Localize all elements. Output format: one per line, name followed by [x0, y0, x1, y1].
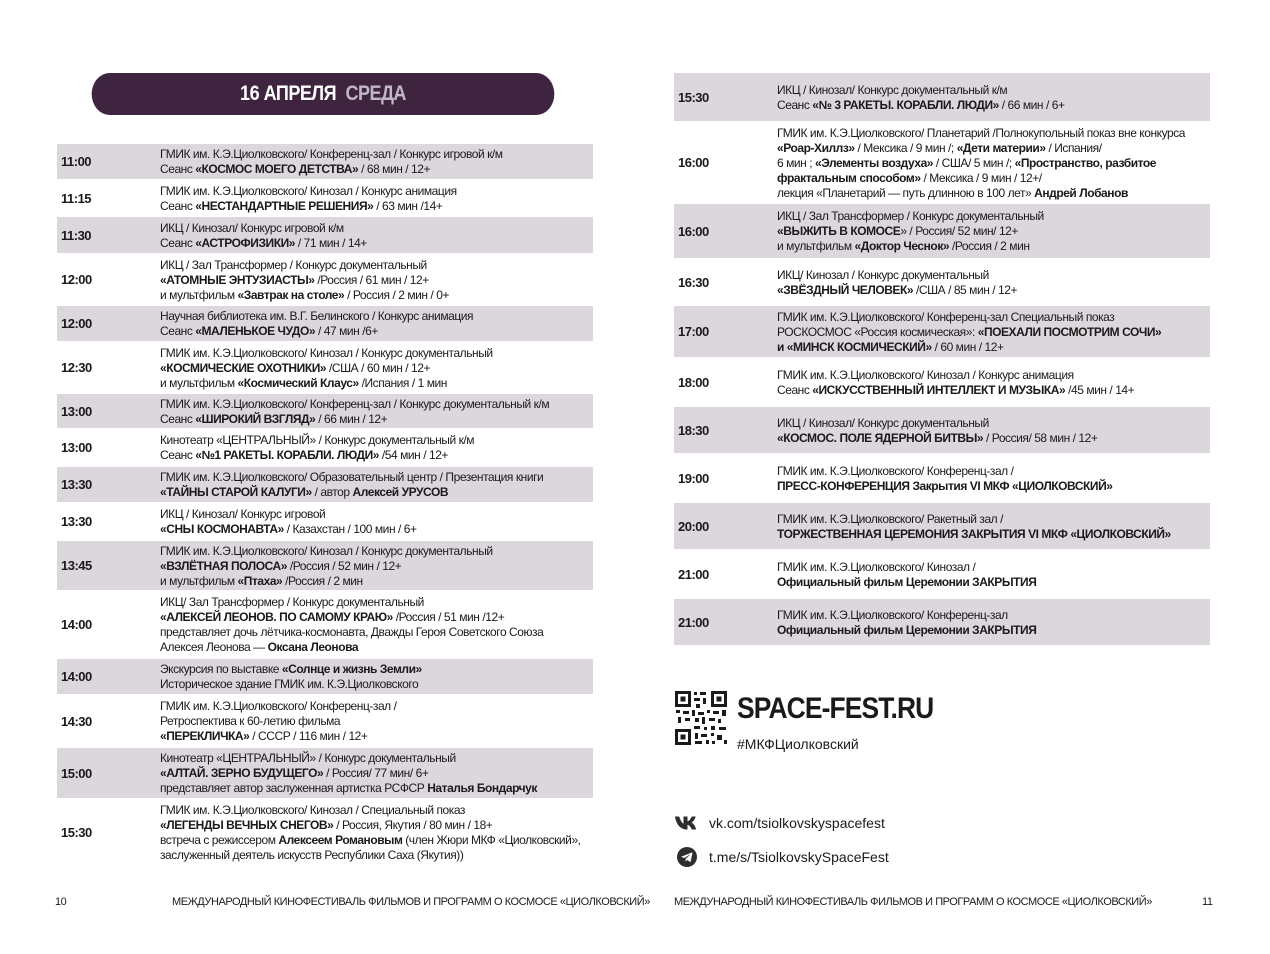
session-description [160, 801, 590, 864]
text-segment: /Россия / 51 мин /12+ [392, 610, 505, 624]
description-line [777, 186, 1207, 201]
session-time: 11:15 [61, 190, 92, 206]
text-segment: ГМИК им. К.Э.Циолковского/ Кинозал / Конкурс документальный [160, 345, 493, 360]
schedule-row [57, 467, 593, 504]
session-time: 17:00 [678, 324, 709, 339]
text-segment: ИКЦ / Кинозал/ Конкурс игровой к/м [160, 220, 344, 235]
description-line [160, 625, 590, 640]
bold-text: «Птаха» [237, 573, 283, 588]
text-segment: / 63 мин /14+ [373, 198, 443, 213]
description-line [160, 699, 590, 714]
text-segment: Сеанс [777, 382, 813, 397]
description-line [777, 560, 1207, 575]
session-description [160, 697, 590, 745]
description-line [160, 361, 590, 376]
description-line [160, 397, 590, 412]
schedule-row [674, 599, 1210, 647]
text-segment: /Испания / 1 мин [358, 375, 447, 390]
text-segment: Научная библиотека им. В.Г. Белинского / Конкурс анимация [160, 309, 474, 323]
session-description [160, 344, 590, 392]
description-line [777, 623, 1207, 638]
text-segment: ИКЦ / Зал Трансформер / Конкурс документальный [777, 209, 1044, 223]
hashtag: #МКФЦиолковский [737, 736, 859, 752]
bold-text: Алексей УРУСОВ [352, 485, 449, 499]
qr-code-icon[interactable] [674, 690, 728, 746]
description-line [160, 714, 590, 729]
session-description [160, 749, 590, 797]
description-line [160, 324, 590, 339]
description-line [777, 283, 1207, 298]
description-line [160, 574, 590, 589]
session-description [160, 431, 590, 464]
description-line [777, 527, 1207, 542]
session-description [160, 307, 590, 340]
schedule-row [57, 659, 593, 696]
bold-text: фрактальным способом» [777, 170, 921, 185]
text-segment: / Россия/ 58 мин / 12+ [983, 430, 1098, 445]
session-time: 14:00 [61, 617, 92, 632]
session-description [160, 182, 590, 215]
text-segment: /Россия / 2 мин [949, 239, 1030, 253]
text-segment: Кинотеатр «ЦЕНТРАЛЬНЫЙ» / Конкурс документальный к/м [160, 433, 475, 447]
text-segment: / США/ 5 мин /; [933, 155, 1015, 170]
schedule-row [674, 306, 1210, 359]
session-time: 13:00 [61, 403, 92, 419]
session-description [160, 593, 590, 656]
date-banner [92, 73, 555, 115]
footer-title-right: МЕЖДУНАРОДНЫЙ КИНОФЕСТИВАЛЬ ФИЛЬМОВ И ПРОГРАММ О КОСМОСЕ «ЦИОЛКОВСКИЙ» [674, 896, 1152, 908]
description-line [160, 346, 590, 361]
text-segment: ГМИК им. К.Э.Циолковского/ Ракетный зал / [777, 511, 1003, 526]
schedule-row [674, 123, 1210, 204]
bold-text: «СНЫ КОСМОНАВТА» [160, 522, 284, 536]
bold-text: «ЗВЁЗДНЫЙ ЧЕЛОВЕК» [777, 282, 914, 297]
bold-text: «ВЗЛЁТНАЯ ПОЛОСА» [160, 558, 287, 573]
schedule-row [57, 592, 593, 659]
session-description [777, 414, 1207, 447]
text-segment: представляет автор заслуженная артистка РСФСР [160, 781, 428, 795]
text-segment: ИКЦ/ Кинозал / Конкурс документальный [777, 267, 989, 282]
bold-text: «Солнце и жизнь Земли» [281, 662, 422, 676]
text-segment: / 66 мин / 6+ [998, 97, 1065, 112]
description-line [160, 544, 590, 559]
bold-text: «МАЛЕНЬКОЕ ЧУДО» [195, 324, 316, 338]
text-segment: / Россия / 2 мин / 0+ [344, 287, 449, 302]
schedule-row [674, 455, 1210, 503]
description-line [777, 431, 1207, 446]
session-time: 21:00 [678, 566, 709, 582]
schedule-row [57, 748, 593, 800]
text-segment: ГМИК им. К.Э.Циолковского/ Конференц-зал / [160, 699, 397, 713]
text-segment: / Мексика / 9 мин /; [854, 140, 957, 155]
telegram-link-text[interactable]: t.me/s/TsiolkovskySpaceFest [709, 849, 889, 865]
text-segment: / 71 мин / 14+ [294, 235, 367, 250]
text-segment: » / Россия/ 52 мин/ 12+ [900, 224, 1018, 238]
bold-text: «АЛТАЙ. ЗЕРНО БУДУЩЕГО» [160, 766, 324, 780]
bold-text: «АСТРОФИЗИКИ» [195, 235, 295, 250]
bold-text: ТОРЖЕСТВЕННАЯ ЦЕРЕМОНИЯ ЗАКРЫТИЯ VI МКФ «ЦИОЛКОВСКИЙ» [777, 526, 1171, 541]
text-segment: ГМИК им. К.Э.Циолковского/ Кинозал / Конкурс анимация [160, 183, 457, 198]
vk-link-text[interactable]: vk.com/tsiolkovskyspacefest [709, 815, 885, 831]
description-line [160, 833, 590, 848]
text-segment: (член Жюри МКФ «Циолковский», [402, 832, 581, 847]
text-segment: /Россия / 2 мин [282, 573, 363, 588]
text-segment: /Россия / 52 мин / 12+ [286, 558, 402, 573]
description-line [777, 156, 1207, 171]
bold-text: «ВЫЖИТЬ В КОМОСЕ [777, 224, 901, 238]
text-segment: /США / 85 мин / 12+ [913, 282, 1018, 297]
bold-text: Андрей Лобанов [1034, 185, 1128, 200]
description-line [777, 239, 1207, 254]
text-segment: ГМИК им. К.Э.Циолковского/ Кинозал / Конкурс анимация [777, 367, 1074, 382]
text-segment: / 68 мин / 12+ [358, 162, 431, 176]
text-segment: /54 мин / 12+ [379, 448, 448, 462]
description-line [777, 416, 1207, 431]
schedule-row [57, 306, 593, 343]
schedule-row [57, 541, 593, 592]
bold-text: Наталья Бондарчук [427, 781, 537, 795]
text-segment: Алексея Леонова — [160, 640, 268, 654]
schedule-row [57, 430, 593, 467]
session-time: 11:30 [61, 227, 92, 243]
session-time: 18:30 [678, 422, 709, 438]
description-line [160, 766, 590, 781]
page-number-left: 10 [55, 896, 67, 908]
schedule-row [674, 204, 1210, 260]
description-line [160, 848, 590, 863]
description-line [777, 383, 1207, 398]
text-segment: ГМИК им. К.Э.Циолковского/ Планетарий /Полнокупольный показ вне конкурса [777, 125, 1185, 140]
session-time: 18:00 [678, 374, 709, 390]
description-line [160, 376, 590, 391]
text-segment: / Испания/ [1045, 140, 1102, 155]
description-line [160, 236, 590, 251]
bold-text: «Дети материи» [956, 140, 1046, 155]
schedule-table-right [674, 73, 1210, 647]
description-line [777, 608, 1207, 623]
session-description [777, 558, 1207, 591]
description-line [160, 803, 590, 818]
description-line [160, 288, 590, 303]
session-time: 21:00 [678, 614, 709, 630]
text-segment: / Казахстан / 100 мин / 6+ [283, 522, 417, 536]
schedule-row [57, 696, 593, 748]
bold-text: «ШИРОКИЙ ВЗГЛЯД» [195, 411, 316, 426]
bold-text: Официальный фильм Церемонии ЗАКРЫТИЯ [777, 574, 1037, 589]
session-description [160, 660, 590, 693]
description-line [160, 412, 590, 427]
bold-text: Оксана Леонова [267, 640, 359, 654]
schedule-row [674, 260, 1210, 306]
description-line [160, 273, 590, 288]
session-time: 15:00 [61, 765, 92, 781]
text-segment: и мультфильм [160, 287, 238, 302]
text-segment: заслуженный деятель искусств Республики Саха (Якутия)) [160, 847, 464, 862]
description-line [160, 221, 590, 236]
session-description [160, 505, 590, 538]
bold-text: «АТОМНЫЕ ЭНТУЗИАСТЫ» [160, 272, 315, 287]
description-line [160, 485, 590, 500]
description-line [160, 184, 590, 199]
description-line [160, 448, 590, 463]
text-segment: ГМИК им. К.Э.Циолковского/ Конференц-зал Специальный показ [777, 309, 1115, 324]
telegram-icon [674, 847, 699, 867]
session-description [777, 207, 1207, 255]
session-description [160, 542, 590, 590]
session-time: 16:00 [678, 223, 709, 239]
text-segment: встреча с режиссером [160, 832, 279, 847]
text-segment: Экскурсия по выставке [160, 662, 282, 676]
description-line [777, 171, 1207, 186]
text-segment: /45 мин / 14+ [1065, 382, 1135, 397]
schedule-row [57, 343, 593, 394]
text-segment: ГМИК им. К.Э.Циолковского/ Конференц-зал / Конкурс документальный к/м [160, 396, 550, 411]
session-description [777, 308, 1207, 356]
description-line [777, 268, 1207, 283]
session-description [160, 145, 590, 178]
text-segment: Кинотеатр «ЦЕНТРАЛЬНЫЙ» / Конкурс документальный [160, 751, 456, 765]
text-segment: Сеанс [160, 448, 196, 462]
session-time: 16:30 [678, 274, 709, 290]
description-line [160, 559, 590, 574]
description-line [160, 309, 590, 324]
text-segment: ГМИК им. К.Э.Циолковского/ Конференц-зал [777, 607, 1008, 622]
bold-text: «Доктор Чеснок» [854, 239, 950, 253]
text-segment: представляет дочь лётчика-космонавта, Дважды Героя Советского Союза [160, 625, 544, 639]
bold-text: «ПОЕХАЛИ ПОСМОТРИМ СОЧИ» [977, 324, 1162, 339]
description-line [777, 224, 1207, 239]
text-segment: Сеанс [160, 411, 196, 426]
session-time: 14:30 [61, 713, 92, 729]
session-description [777, 462, 1207, 495]
schedule-row [674, 359, 1210, 407]
bold-text: «№1 РАКЕТЫ. КОРАБЛИ. ЛЮДИ» [195, 448, 379, 462]
bold-text: «Космический Клаус» [237, 375, 359, 390]
session-time: 15:30 [678, 89, 709, 105]
session-description [777, 510, 1207, 543]
text-segment: ИКЦ / Кинозал/ Конкурс документальный [777, 415, 989, 430]
schedule-row [57, 394, 593, 430]
session-time: 12:30 [61, 360, 92, 375]
schedule-row [57, 504, 593, 541]
session-description [777, 266, 1207, 299]
description-line [777, 575, 1207, 590]
session-time: 12:00 [61, 316, 92, 331]
description-line [160, 522, 590, 537]
description-line [160, 507, 590, 522]
text-segment: ИКЦ / Кинозал/ Конкурс документальный к/м [777, 82, 1008, 97]
text-segment: 6 мин ; [777, 155, 815, 170]
text-segment: / 47 мин /6+ [315, 324, 378, 338]
bold-text: «КОСМОС МОЕГО ДЕТСТВА» [195, 162, 359, 176]
description-line [777, 464, 1207, 479]
vk-icon [674, 813, 699, 833]
description-line [777, 325, 1207, 340]
date-label: 16 АПРЕЛЯ [240, 82, 337, 105]
session-time: 20:00 [678, 518, 709, 534]
description-line [160, 433, 590, 448]
bold-text: и «МИНСК КОСМИЧЕСКИЙ» [777, 339, 932, 354]
text-segment: Сеанс [777, 97, 813, 112]
bold-text: «КОСМОС. ПОЛЕ ЯДЕРНОЙ БИТВЫ» [777, 430, 984, 445]
schedule-row [57, 144, 593, 181]
schedule-row [57, 800, 593, 866]
session-time: 13:30 [61, 477, 92, 492]
bold-text: «Завтрак на столе» [237, 287, 345, 302]
text-segment: ИКЦ / Зал Трансформер / Конкурс документальный [160, 257, 427, 272]
description-line [160, 640, 590, 655]
session-time: 13:30 [61, 514, 92, 529]
text-segment: Историческое здание ГМИК им. К.Э.Циолковского [160, 677, 419, 691]
description-line [160, 147, 590, 162]
description-line [777, 98, 1207, 113]
text-segment: ИКЦ/ Зал Трансформер / Конкурс документальный [160, 595, 424, 609]
session-description [777, 606, 1207, 639]
description-line [160, 258, 590, 273]
page-number-right: 11 [1202, 896, 1213, 908]
text-segment: ГМИК им. К.Э.Циолковского/ Кинозал / Конкурс документальный [160, 543, 493, 558]
text-segment: Сеанс [160, 324, 196, 338]
text-segment: лекция «Планетарий — путь длинною в 100 лет» [777, 185, 1035, 200]
text-segment: / 66 мин / 12+ [315, 411, 388, 426]
weekday-label: СРЕДА [345, 82, 406, 105]
description-line [160, 610, 590, 625]
text-segment: ГМИК им. К.Э.Циолковского/ Образовательный центр / Презентация книги [160, 470, 544, 484]
session-time: 16:00 [678, 155, 709, 170]
bold-text: «ИСКУССТВЕННЫЙ ИНТЕЛЛЕКТ И МУЗЫКА» [812, 382, 1066, 397]
session-time: 11:00 [61, 154, 92, 169]
description-line [777, 512, 1207, 527]
text-segment: /Россия / 61 мин / 12+ [314, 272, 429, 287]
schedule-row [674, 503, 1210, 551]
session-time: 13:45 [61, 558, 92, 573]
text-segment: /США / 60 мин / 12+ [326, 360, 431, 375]
description-line [160, 470, 590, 485]
vk-link[interactable] [674, 813, 885, 833]
bold-text: «ЛЕГЕНДЫ ВЕЧНЫХ СНЕГОВ» [160, 817, 334, 832]
description-line [160, 729, 590, 744]
description-line [777, 209, 1207, 224]
bold-text: Алексеем Романовым [278, 832, 403, 847]
bold-text: «ТАЙНЫ СТАРОЙ КАЛУГИ» [160, 485, 312, 499]
session-description [777, 124, 1207, 202]
session-description [777, 366, 1207, 399]
text-segment: и мультфильм [777, 239, 855, 253]
description-line [777, 479, 1207, 494]
description-line [160, 662, 590, 677]
session-time: 13:00 [61, 440, 92, 455]
description-line [160, 162, 590, 177]
bold-text: «АЛЕКСЕЙ ЛЕОНОВ. ПО САМОМУ КРАЮ» [160, 610, 393, 624]
session-time: 12:00 [61, 272, 92, 287]
session-description [160, 219, 590, 252]
description-line [777, 340, 1207, 355]
description-line [160, 595, 590, 610]
text-segment: ГМИК им. К.Э.Циолковского/ Конференц-зал / [777, 463, 1014, 478]
session-description [777, 81, 1207, 114]
text-segment: / Россия, Якутия / 80 мин / 18+ [333, 817, 493, 832]
schedule-row [57, 181, 593, 217]
session-time: 14:00 [61, 669, 92, 684]
session-time: 15:30 [61, 824, 92, 840]
text-segment: Сеанс [160, 235, 196, 250]
session-description [160, 468, 590, 501]
text-segment: / СССР / 116 мин / 12+ [249, 729, 368, 743]
text-segment: ГМИК им. К.Э.Циолковского/ Конференц-зал / Конкурс игровой к/м [160, 147, 503, 161]
text-segment: ГМИК им. К.Э.Циолковского/ Кинозал / [777, 559, 976, 574]
text-segment: / Мексика / 9 мин / 12+/ [920, 170, 1042, 185]
text-segment: / 60 мин / 12+ [931, 339, 1004, 354]
text-segment: РОСКОСМОС «Россия космическая»: [777, 324, 978, 339]
bold-text: «НЕСТАНДАРТНЫЕ РЕШЕНИЯ» [195, 198, 374, 213]
bold-text: «Пространство, разбитое [1014, 155, 1156, 170]
session-description [160, 395, 590, 428]
text-segment: ГМИК им. К.Э.Циолковского/ Кинозал / Специальный показ [160, 802, 465, 817]
bold-text: «КОСМИЧЕСКИЕ ОХОТНИКИ» [160, 360, 327, 375]
description-line [160, 751, 590, 766]
bold-text: «№ 3 РАКЕТЫ. КОРАБЛИ. ЛЮДИ» [812, 97, 999, 112]
description-line [777, 141, 1207, 156]
footer-title-left: МЕЖДУНАРОДНЫЙ КИНОФЕСТИВАЛЬ ФИЛЬМОВ И ПРОГРАММ О КОСМОСЕ «ЦИОЛКОВСКИЙ» [172, 896, 650, 908]
description-line [160, 199, 590, 214]
description-line [777, 310, 1207, 325]
schedule-row [674, 551, 1210, 599]
schedule-row [674, 73, 1210, 123]
text-segment: / автор [311, 485, 353, 499]
schedule-table-left [57, 144, 593, 866]
description-line [777, 126, 1207, 141]
description-line [160, 818, 590, 833]
description-line [777, 368, 1207, 383]
bold-text: ПРЕСС-КОНФЕРЕНЦИЯ Закрытия VI МКФ «ЦИОЛКОВСКИЙ» [777, 478, 1113, 493]
website-link[interactable]: SPACE-FEST.RU [737, 692, 934, 725]
schedule-row [57, 217, 593, 255]
bold-text: «Элементы воздуха» [815, 155, 934, 170]
bold-text: «ПЕРЕКЛИЧКА» [160, 729, 250, 743]
description-line [160, 677, 590, 692]
description-line [160, 781, 590, 796]
session-description [160, 256, 590, 304]
session-time: 19:00 [678, 470, 709, 486]
text-segment: Сеанс [160, 162, 196, 176]
text-segment: и мультфильм [160, 375, 238, 390]
schedule-row [57, 255, 593, 306]
text-segment: Ретроспектива к 60-летию фильма [160, 714, 341, 728]
bold-text: Официальный фильм Церемонии ЗАКРЫТИЯ [777, 622, 1037, 637]
bold-text: «Роар-Хиллз» [777, 140, 855, 155]
text-segment: и мультфильм [160, 573, 238, 588]
description-line [777, 83, 1207, 98]
text-segment: / Россия/ 77 мин/ 6+ [323, 766, 429, 780]
telegram-link[interactable] [674, 847, 889, 867]
schedule-row [674, 407, 1210, 455]
text-segment: Сеанс [160, 198, 196, 213]
text-segment: ИКЦ / Кинозал/ Конкурс игровой [160, 507, 326, 521]
